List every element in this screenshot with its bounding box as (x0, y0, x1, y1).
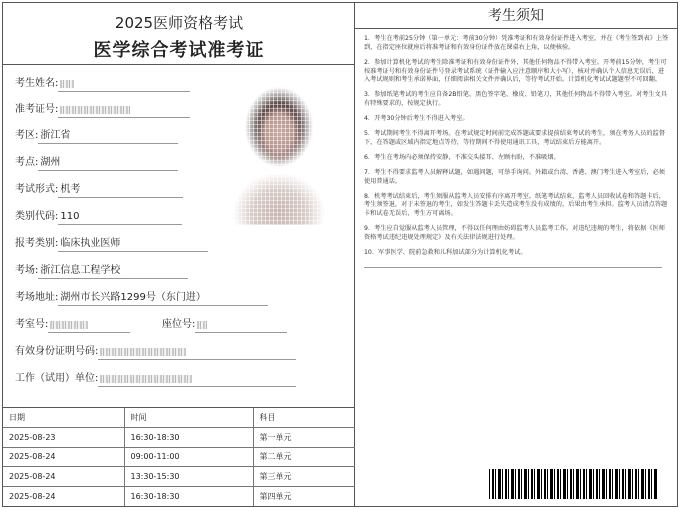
field-value: 110 (58, 209, 182, 225)
notice-item: 9．考生应自觉服从监考人员管理，不得以任何理由妨碍监考人员监考工作。对违纪违规的考生，将依据《医师资格考试违纪违规处理规定》及有关法律法规进行处理。 (364, 225, 665, 242)
field-exam-room (15, 263, 188, 279)
cell-date: 2025-08-24 (3, 447, 124, 467)
exam-title: 2025医师资格考试 (114, 14, 244, 32)
field-label: 准考证号: (15, 104, 59, 115)
barcode-image (489, 469, 657, 499)
cell-subject: 第二单元 (253, 447, 355, 467)
field-value: 临床执业医师 (58, 236, 208, 252)
field-work-unit (15, 371, 296, 387)
field-value-redacted (48, 317, 130, 333)
notice-title: 考生须知 (355, 3, 677, 29)
table-row (3, 486, 355, 506)
notice-divider (364, 262, 662, 268)
field-value-redacted (195, 317, 287, 333)
field-label: 报考类别: (15, 238, 59, 249)
ticket-left-panel (3, 3, 355, 506)
candidate-photo (233, 83, 325, 225)
notice-item: 10．军事医学、院前急救和儿科加试部分为计算机化考试。 (364, 249, 527, 257)
table-row (3, 428, 355, 448)
field-value-redacted (98, 371, 296, 387)
notice-item: 7．考生不得要求监考人员解释试题，如遇问题，可举手询问。外籍或台湾、香港、澳门考生进入考室后，必须使用普通话。 (364, 168, 665, 185)
notice-list (364, 35, 669, 274)
field-label: 考室号: (15, 319, 49, 330)
field-value-redacted (98, 344, 296, 360)
cell-subject: 第一单元 (253, 428, 355, 448)
cell-subject: 第三单元 (253, 467, 355, 487)
table-row (3, 467, 355, 487)
cell-date: 2025-08-24 (3, 467, 124, 487)
notice-item: 6．考生在考场内必须保持安静，不准交头接耳、左顾右盼，不准吸烟。 (364, 153, 560, 161)
field-room-number (15, 317, 130, 333)
cell-date: 2025-08-24 (3, 486, 124, 506)
field-id-number (15, 344, 296, 360)
field-category-code (15, 209, 182, 225)
field-label: 考点: (15, 157, 39, 168)
field-exam-address (15, 290, 268, 306)
field-exam-category (15, 236, 208, 252)
header-subject: 科目 (253, 408, 355, 428)
field-label: 考场地址: (15, 292, 59, 303)
admission-ticket (2, 2, 678, 507)
ticket-header (3, 3, 355, 65)
notice-panel (355, 3, 677, 506)
field-ticket-number (15, 102, 190, 118)
header-time: 时间 (124, 408, 253, 428)
field-value: 浙江信息工程学校 (38, 263, 188, 279)
field-value-redacted (58, 102, 190, 118)
field-label: 工作（试用）单位: (15, 373, 99, 384)
field-value: 机考 (58, 182, 183, 198)
cell-time: 13:30-15:30 (124, 467, 253, 487)
field-value-redacted (58, 76, 190, 92)
field-label: 考区: (15, 130, 39, 141)
field-name (15, 76, 190, 92)
notice-item: 4．开考30分钟后考生不得进入考室。 (364, 115, 469, 123)
field-label: 考试形式: (15, 184, 59, 195)
field-value: 湖州市长兴路1299号（东门进） (58, 290, 268, 306)
table-row (3, 447, 355, 467)
field-label: 座位号: (162, 319, 196, 330)
notice-item: 8．机考考试结束后，考生须服从监考人员安排有序离开考室。纸笔考试结束，监考人员回收试卷和答题卡后，考生须签退，对于未签退的考生，如发生答题卡丢失造成考生没有成绩的，后果由考生承担。监考人员清点答题卡和试卷无误后，考生方可离场。 (364, 192, 668, 218)
notice-item: 3．参加纸笔考试的考生应自备2B铅笔、黑色签字笔、橡皮、铅笔刀，其他任何物品不得带入考室。对考生文具有特殊要求的，按规定执行。 (364, 91, 667, 108)
cell-time: 09:00-11:00 (124, 447, 253, 467)
field-label: 有效身份证明号码: (15, 346, 99, 357)
field-exam-site (15, 155, 178, 171)
field-value: 湖州 (38, 155, 178, 171)
notice-item: 1．考生在考前25分钟（第一单元：考前30分钟）凭准考证和有效身份证件进入考室，并在《考生签到表》上签到，在指定座位就座后将准考证和有效身份证件放在课桌右上角，以便核验。 (364, 35, 669, 51)
exam-schedule-table (3, 407, 355, 506)
field-label: 类别代码: (15, 211, 59, 222)
notice-item: 2．参加计算机化考试的考生除准考证和有效身份证件外，其他任何物品不得带入考室。开考前15分钟，考生可按准考证号和有效身份证件号登录考试系统（证件输入应注意顺序和大小写），核对并确认个人信息无误后，进入考试规则和考生承诺界面，仔细阅读相关文件并确认后，等待考试开始。计算机化考试试题题型不可回翻。 (364, 58, 667, 84)
field-label: 考场: (15, 265, 39, 276)
header-date: 日期 (3, 408, 124, 428)
cell-date: 2025-08-23 (3, 428, 124, 448)
notice-item: 5．考试期间考生不得离开考场。在考试规定时间前完成答题或要求提前结束考试的考生，须在考务人员的监督下，在答题或区域内指定地点等待，等待期间不得使用通讯工具，考试结束后方能离开。 (364, 130, 665, 146)
field-exam-region (15, 128, 178, 144)
ticket-title: 医学综合考试准考证 (93, 40, 265, 61)
table-header-row (3, 408, 355, 428)
field-seat-number (162, 317, 287, 333)
cell-time: 16:30-18:30 (124, 428, 253, 448)
field-label: 考生姓名: (15, 78, 59, 89)
cell-subject: 第四单元 (259, 491, 292, 501)
field-value: 浙江省 (38, 128, 178, 144)
field-exam-form (15, 182, 183, 198)
cell-time: 16:30-18:30 (124, 486, 253, 506)
